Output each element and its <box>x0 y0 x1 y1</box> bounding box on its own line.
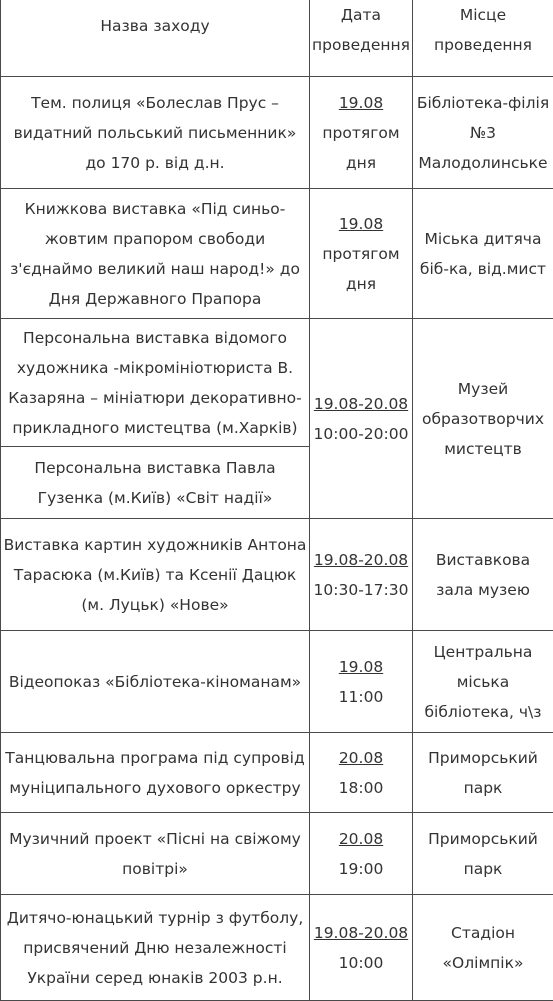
event-cell: Тем. полиця «Болеслав Прус – видатний польський письменник» до 170 р. від д.н. <box>1 77 310 189</box>
event-date: 19.08 <box>312 209 410 239</box>
event-cell: Книжкова виставка «Під синьо-жовтим прапором свободи з'єднаймо великий наш народ!» до Дня Державного Прапора <box>1 189 310 319</box>
place-cell: Центральна міська бібліотека, ч\з <box>413 631 553 733</box>
event-cell: Відеопоказ «Бібліотека-кіноманам» <box>1 631 310 733</box>
event-cell: Танцювальна програма під супровід муніципального духового оркестру <box>1 733 310 813</box>
event-cell: Виставка картин художників Антона Тарасюка (м.Київ) та Ксенії Дацюк (м. Луцьк) «Нове» <box>1 519 310 631</box>
date-cell <box>310 733 413 813</box>
header-place-label-1: Місце <box>415 0 551 30</box>
event-time: протягом дня <box>312 239 410 299</box>
date-cell <box>310 631 413 733</box>
table-row <box>1 813 553 895</box>
place-cell: Бібліотека-філія №3 Малодолинське <box>413 77 553 189</box>
table-row <box>1 189 553 319</box>
table-row <box>1 319 553 447</box>
table-row <box>1 631 553 733</box>
event-date: 19.08-20.08 <box>312 918 410 948</box>
event-date: 20.08 <box>312 824 410 854</box>
event-date: 19.08-20.08 <box>312 389 410 419</box>
event-cell: Музичний проект «Пісні на свіжому повітрі» <box>1 813 310 895</box>
date-cell <box>310 895 413 1001</box>
header-date-label-1: Дата <box>312 0 410 30</box>
date-cell <box>310 519 413 631</box>
date-cell <box>310 319 413 519</box>
table-row <box>1 519 553 631</box>
header-place-cell <box>413 0 553 77</box>
header-event-label: Назва заходу <box>100 17 209 35</box>
event-time: 10:00-20:00 <box>312 419 410 449</box>
event-time: 10:00 <box>312 948 410 978</box>
table-row <box>1 895 553 1001</box>
header-event-cell <box>1 0 310 77</box>
date-cell <box>310 813 413 895</box>
event-time: 11:00 <box>312 682 410 712</box>
event-time: 10:30-17:30 <box>312 575 410 605</box>
event-date: 19.08-20.08 <box>312 545 410 575</box>
event-cell: Дитячо-юнацький турнір з футболу, присвячений Дню незалежності України серед юнаків 2003 р.н. <box>1 895 310 1001</box>
header-date-cell <box>310 0 413 77</box>
place-cell: Приморський парк <box>413 813 553 895</box>
event-time: 18:00 <box>312 773 410 803</box>
place-cell: Музей образотворчих мистецтв <box>413 319 553 519</box>
date-cell <box>310 77 413 189</box>
event-date: 19.08 <box>312 88 410 118</box>
event-cell: Персональна виставка відомого художника -мікромініотюриста В. Казаряна – мініатюри декоративно-прикладного мистецтва (м.Харків) <box>1 319 310 447</box>
event-time: протягом дня <box>312 118 410 178</box>
date-cell <box>310 189 413 319</box>
header-date-label-2: проведення <box>312 30 410 60</box>
event-date: 20.08 <box>312 743 410 773</box>
table-row <box>1 77 553 189</box>
event-cell: Персональна виставка Павла Гузенка (м.Київ) «Світ надії» <box>1 447 310 519</box>
header-place-label-2: проведення <box>415 30 551 60</box>
event-time: 19:00 <box>312 854 410 884</box>
table-row <box>1 733 553 813</box>
header-row <box>1 0 553 77</box>
event-date: 19.08 <box>312 652 410 682</box>
place-cell: Приморський парк <box>413 733 553 813</box>
place-cell: Міська дитяча біб-ка, від.мист <box>413 189 553 319</box>
place-cell: Стадіон «Олімпік» <box>413 895 553 1001</box>
place-cell: Виставкова зала музею <box>413 519 553 631</box>
